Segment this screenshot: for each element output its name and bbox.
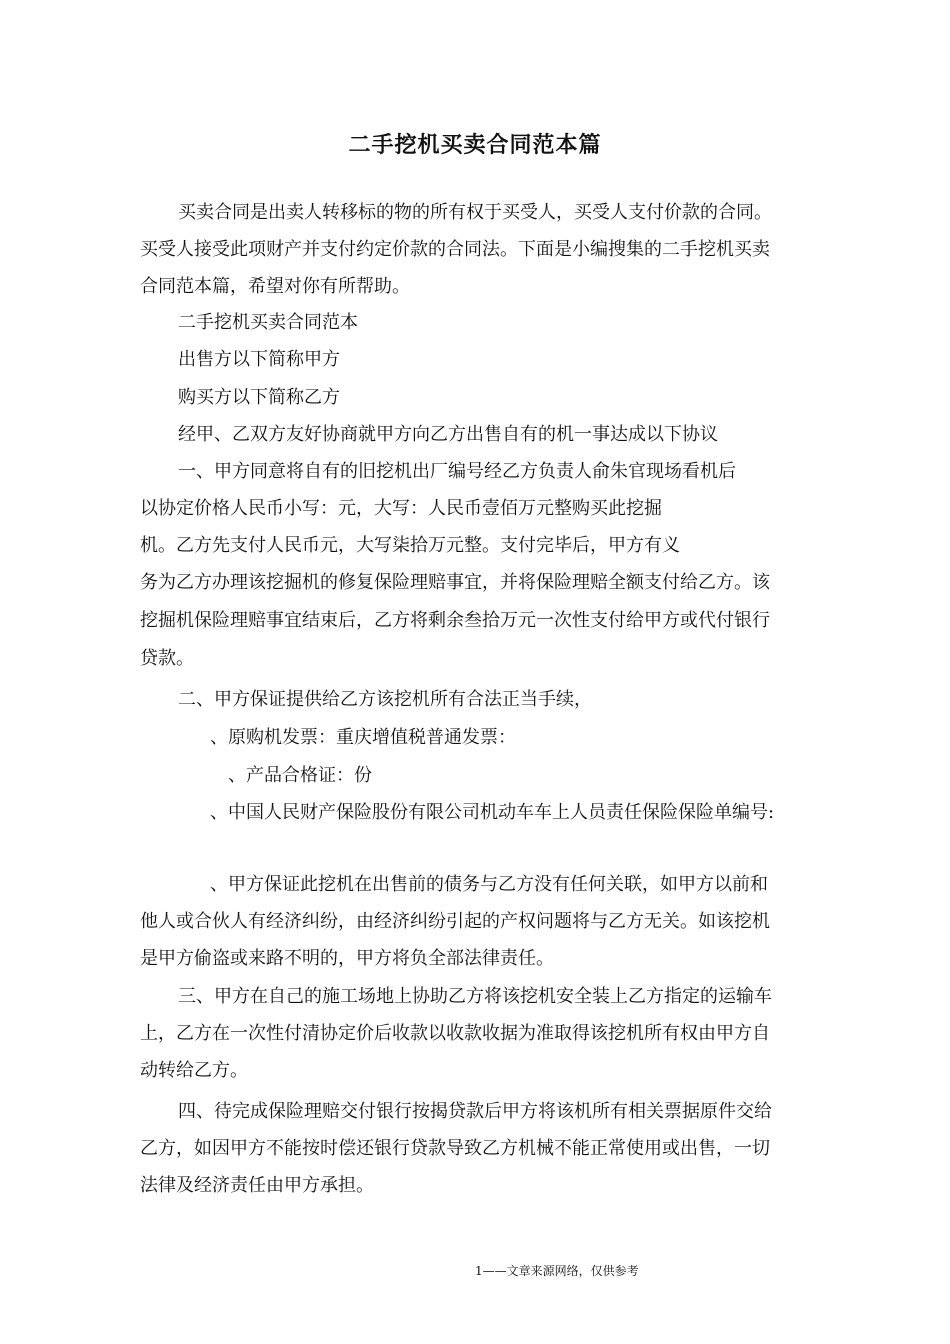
clause-1-line: 挖掘机保险理赔事宜结束后，乙方将剩余叁拾万元一次性支付给甲方或代付银行	[140, 610, 770, 631]
clause-1-line: 一、甲方同意将自有的旧挖机出厂编号经乙方负责人俞朱官现场看机后	[178, 461, 736, 482]
party-seller-line: 出售方以下简称甲方	[178, 349, 340, 370]
clause-2-item: 、中国人民财产保险股份有限公司机动车车上人员责任保险保险单编号:	[210, 802, 775, 823]
agreement-intro-line: 经甲、乙双方友好协商就甲方向乙方出售自有的机一事达成以下协议	[178, 424, 718, 445]
clause-2-item: 、甲方保证此挖机在出售前的债务与乙方没有任何关联，如甲方以前和	[210, 874, 768, 895]
clause-1-line: 以协定价格人民币小写：元，大写：人民币壹佰万元整购买此挖掘	[140, 498, 662, 519]
clause-4-line: 乙方，如因甲方不能按时偿还银行贷款导致乙方机械不能正常使用或出售，一切	[140, 1138, 770, 1159]
clause-3-line: 动转给乙方。	[140, 1060, 248, 1081]
clause-3-line: 三、甲方在自己的施工场地上协助乙方将该挖机安全装上乙方指定的运输车	[178, 986, 772, 1007]
paragraph-line: 买卖合同是出卖人转移标的物的所有权于买受人，买受人支付价款的合同。	[178, 202, 772, 223]
clause-2-item: 、原购机发票：重庆增值税普通发票：	[210, 727, 516, 748]
clause-2-item: 、产品合格证：份	[228, 765, 372, 786]
party-buyer-line: 购买方以下简称乙方	[178, 387, 340, 408]
document-title: 二手挖机买卖合同范本篇	[348, 133, 602, 158]
clause-3-line: 上，乙方在一次性付清协定价后收款以收款收据为准取得该挖机所有权由甲方自	[140, 1023, 770, 1044]
clause-1-line: 贷款。	[140, 648, 194, 669]
clause-2-line: 二、甲方保证提供给乙方该挖机所有合法正当手续，	[178, 689, 592, 710]
clause-2-line: 是甲方偷盗或来路不明的，甲方将负全部法律责任。	[140, 948, 554, 969]
clause-1-line: 务为乙方办理该挖掘机的修复保险理赔事宜，并将保险理赔全额支付给乙方。该	[140, 572, 770, 593]
section-heading: 二手挖机买卖合同范本	[178, 312, 358, 333]
clause-2-line: 他人或合伙人有经济纠纷，由经济纠纷引起的产权问题将与乙方无关。如该挖机	[140, 911, 770, 932]
clause-4-line: 四、待完成保险理赔交付银行按揭贷款后甲方将该机所有相关票据原件交给	[178, 1101, 772, 1122]
page-footer: 1——文章来源网络，仅供参考	[475, 1264, 639, 1278]
paragraph-line: 合同范本篇，希望对你有所帮助。	[140, 276, 410, 297]
clause-4-line: 法律及经济责任由甲方承担。	[140, 1175, 374, 1196]
clause-1-line: 机。乙方先支付人民币元，大写柒拾万元整。支付完毕后，甲方有义	[140, 535, 680, 556]
paragraph-line: 买受人接受此项财产并支付约定价款的合同法。下面是小编搜集的二手挖机买卖	[140, 239, 770, 260]
